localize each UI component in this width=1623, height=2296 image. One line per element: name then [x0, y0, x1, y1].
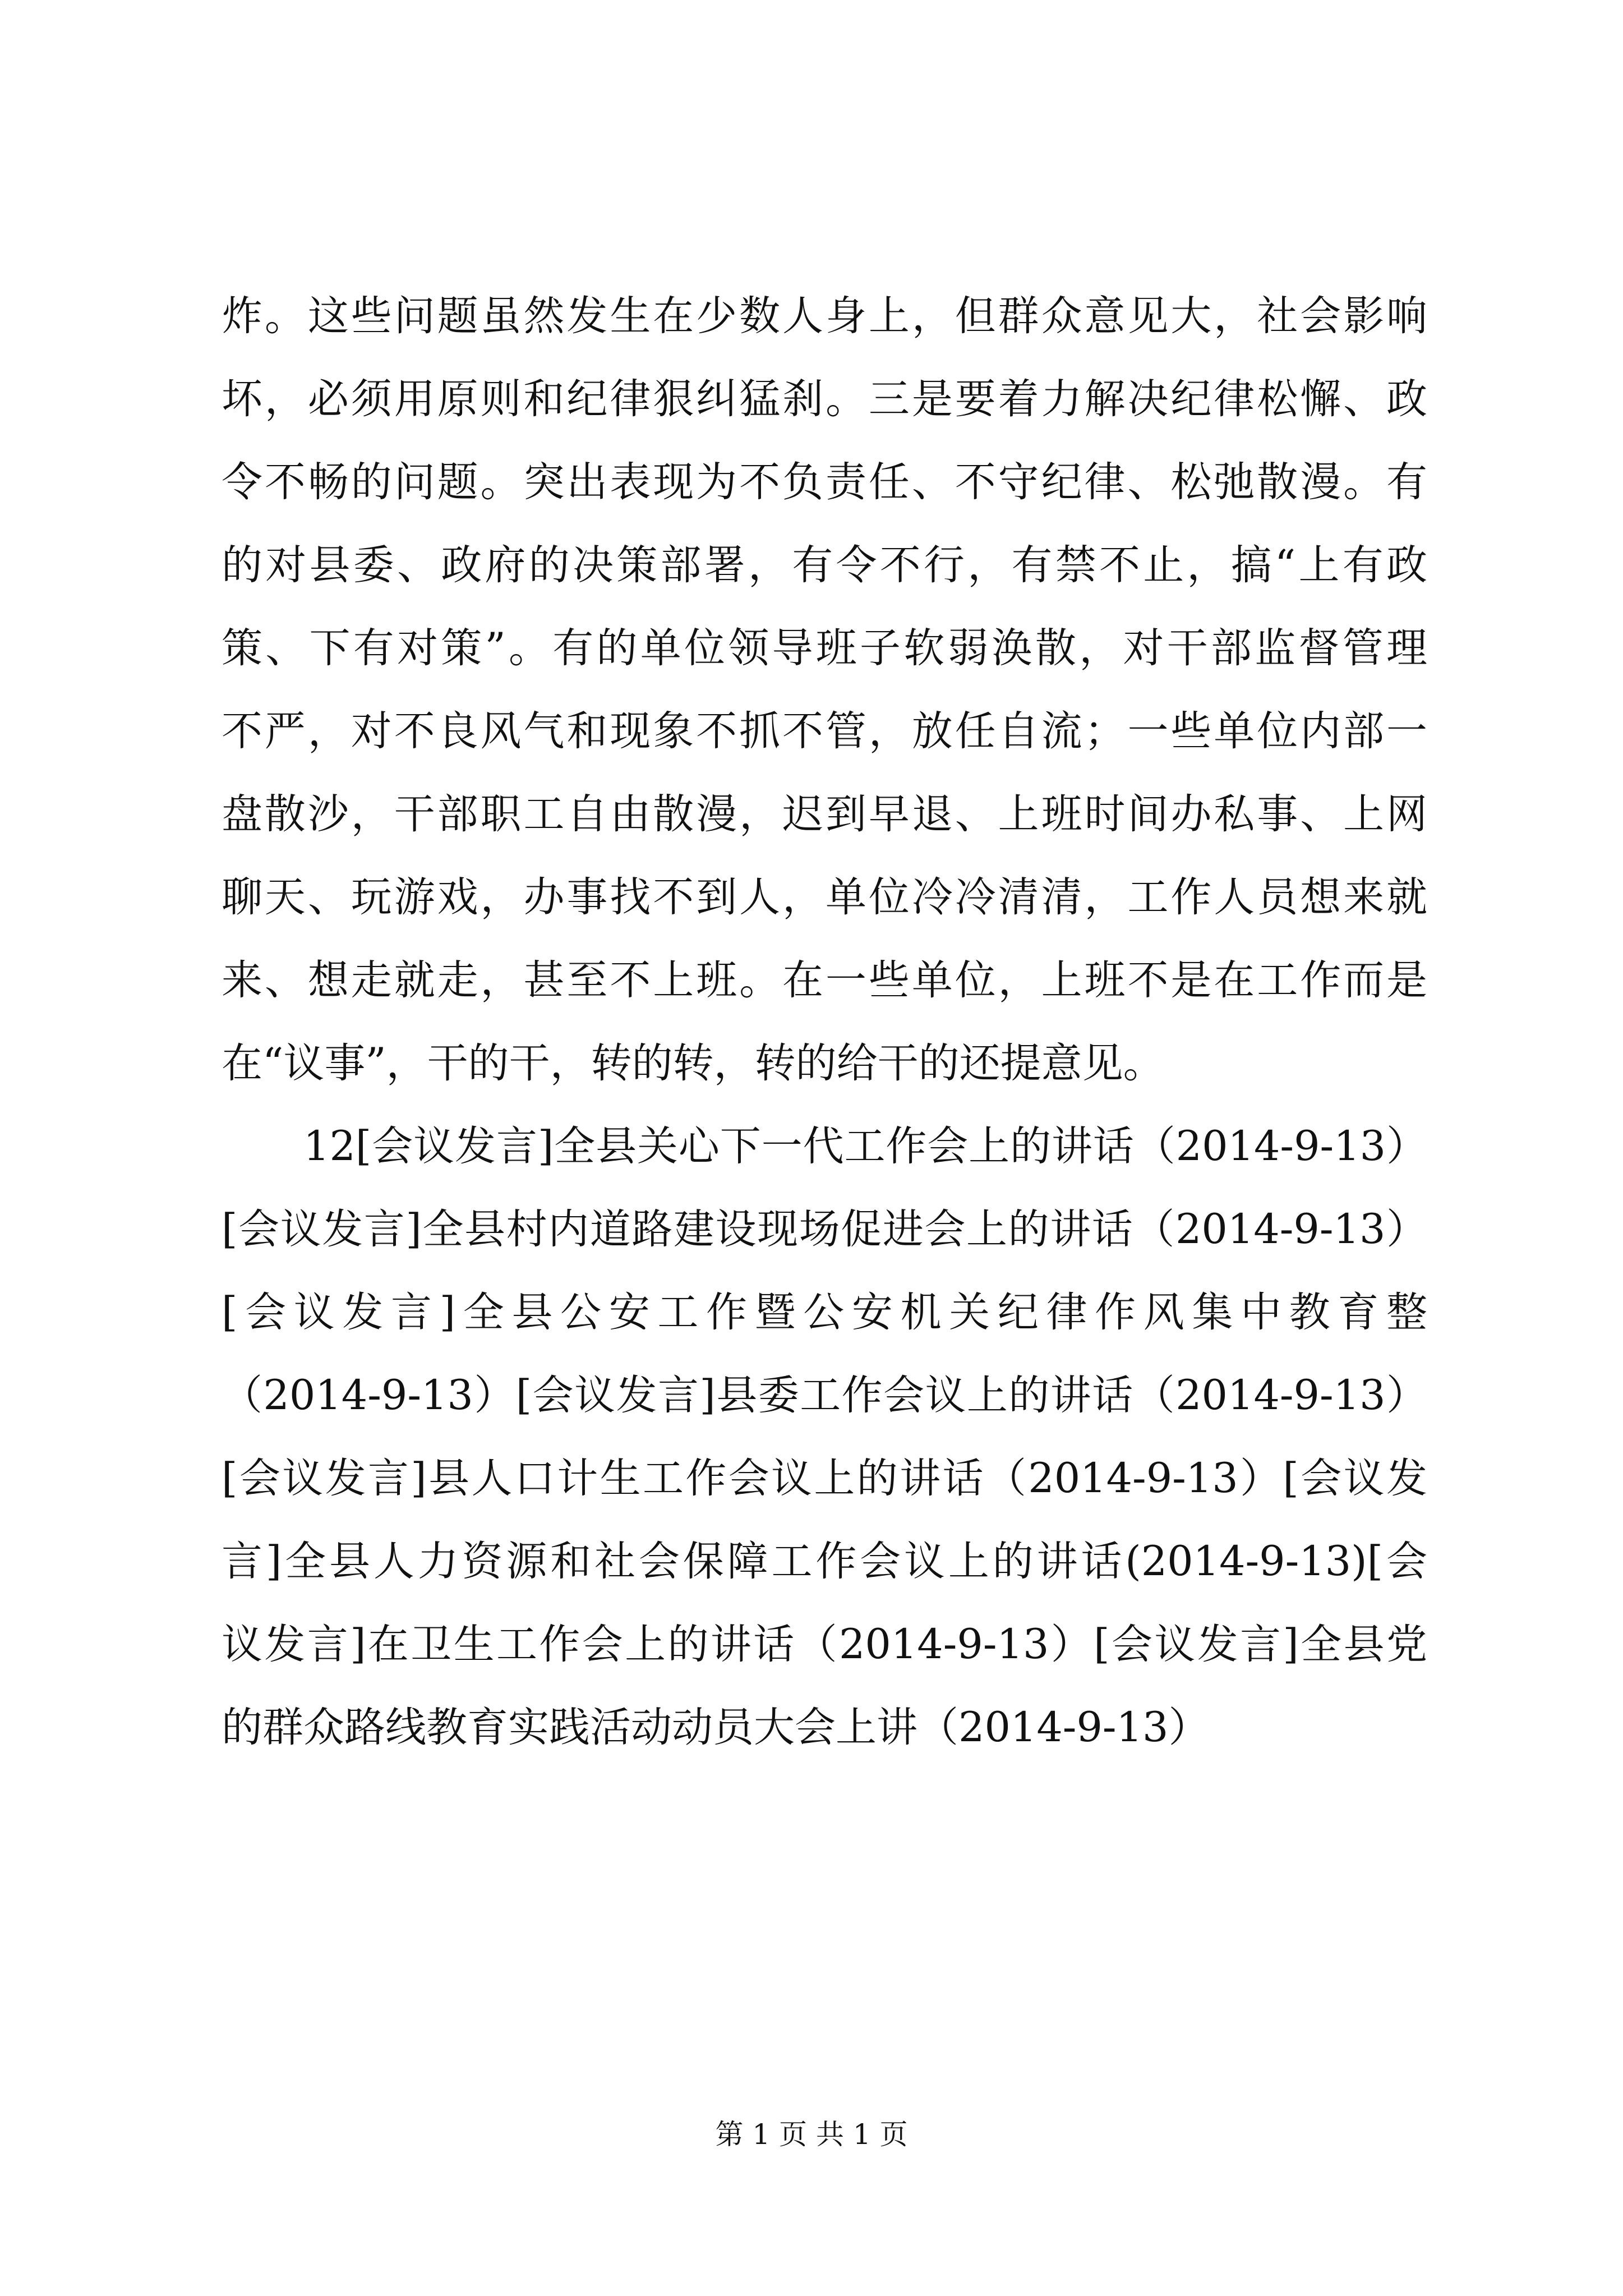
- text-line: 不严，对不良风气和现象不抓不管，放任自流；一些单位内部一: [222, 707, 1427, 755]
- text-line: 策、下有对策”。有的单位领导班子软弱涣散，对干部监督管理: [222, 624, 1427, 672]
- text-line: 令不畅的问题。突出表现为不负责任、不守纪律、松弛散漫。有: [222, 458, 1427, 506]
- text-line: 议发言]在卫生工作会上的讲话（2014-9-13）[会议发言]全县党: [222, 1621, 1427, 1668]
- text-line: 坏，必须用原则和纪律狠纠猛刹。三是要着力解决纪律松懈、政: [222, 375, 1427, 423]
- text-line: 在“议事”，干的干，转的转，转的给干的还提意见。: [222, 1039, 1164, 1087]
- text-line: 言]全县人力资源和社会保障工作会议上的讲话(2014-9-13)[会: [222, 1538, 1427, 1585]
- page-footer: 第 1 页 共 1 页: [715, 2118, 908, 2151]
- text-line: [会议发言]全县公安工作暨公安机关纪律作风集中教育整: [222, 1289, 1427, 1336]
- text-line: （2014-9-13）[会议发言]县委工作会议上的讲话（2014-9-13）: [222, 1372, 1427, 1419]
- document-body: [222, 275, 1427, 1769]
- text-line: 聊天、玩游戏，办事找不到人，单位冷冷清清，工作人员想来就: [222, 873, 1427, 921]
- text-line: 的对县委、政府的决策部署，有令不行，有禁不止，搞“上有政: [222, 541, 1427, 589]
- text-line: 炸。这些问题虽然发生在少数人身上，但群众意见大，社会影响: [222, 292, 1427, 340]
- text-line: 12[会议发言]全县关心下一代工作会上的讲话（2014-9-13）: [303, 1122, 1427, 1170]
- text-line: [会议发言]县人口计生工作会议上的讲话（2014-9-13）[会议发: [222, 1455, 1427, 1502]
- text-line: 的群众路线教育实践活动动员大会上讲（2014-9-13）: [222, 1704, 1210, 1751]
- text-line: [会议发言]全县村内道路建设现场促进会上的讲话（2014-9-13）: [222, 1205, 1427, 1253]
- text-line: 来、想走就走，甚至不上班。在一些单位，上班不是在工作而是: [222, 956, 1427, 1004]
- text-line: 盘散沙，干部职工自由散漫，迟到早退、上班时间办私事、上网: [222, 790, 1427, 838]
